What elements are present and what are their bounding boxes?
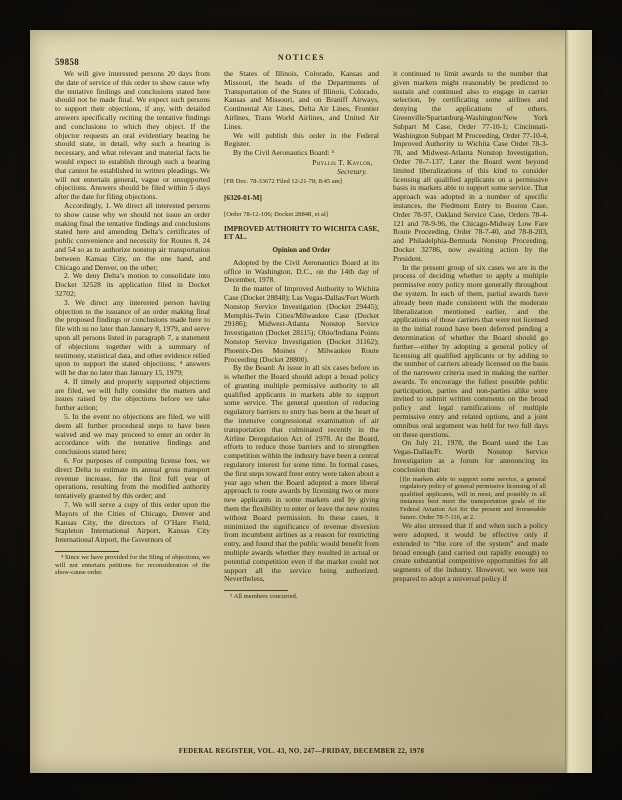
footnote-text: ⁴ Since we have provided for the filing of objections, we will not entertain petitions for reconsideration of the show-cause order. [55,554,210,577]
text-columns [55,70,548,728]
footnote [55,551,210,577]
signature-block [224,159,373,177]
page-content [55,52,548,757]
column-3 [393,70,548,728]
notice-title: IMPROVED AUTHORITY TO WICHITA CASE, ET AL. [224,224,379,242]
paragraph: By the Board: At issue in all six cases before us is whether the Board should adopt a broad policy of granting multiple permissive authority to all qualified applicants in markets able to support some service. The general question of reducing regulatory barriers to entry has been at the heart of the intensive congressional examination of air transportation that culminated recently in the Airline Deregulation Act of 1978. At the Board, efforts to reduce those barriers and to strengthen competition within the industry have been a central regulatory interest for some time. In formal cases, the first steps toward freer entry were taken about a year ago when the Board adopted a more liberal approach to route awards by licensing two or more new applicants in some markets and by giving them the flexibility to enter or leave the new routes without Board permission. In these cases, it minimized the significance of revenue diversion from incumbent airlines as a reason for restricting entry, and found that the public would benefit from multiple awards whether they resulted in actual or potential competition even if the market could not support all the service being authorized. Nevertheless, [224,363,379,584]
paragraph: the States of Illinois, Colorado, Kansas and Missouri, the heads of the Departments of Transportation of the States of Illinois, Colorado, Kansas and Missouri, and on Braniff Airways, Continental Air Lines, Delta Air Lines, Frontier Airlines, Trans World Airlines, and United Air Lines. [224,70,379,131]
paragraph: In the present group of six cases we are in the process of deciding whether to apply a multiple permissive entry policy more generally throughout the system. In each of them, partial awards have already been made consistent with the moderate liberalization mentioned earlier, and the applications of those carriers that were not licensed in the initial round have been deferred pending a determination of whether the Board should go further—either by adopting a general policy of licensing all qualified applicants or by adding to the number of carriers already licensed on the basis of the narrower criteria used in making the earlier awards. To encourage the fullest possible public participation, parties and non-parties alike were invited to submit written comments on the broad policy and legal ramifications of multiple permissive entry and related options, and a joint omnibus oral argument was held for two full days on these questions. [393,262,548,439]
page-stack-edge [565,30,592,773]
paragraph: 5. In the event no objections are filed, we will deem all further procedural steps to have been waived and we may proceed to enter an order in accordance with the tentative findings and conclusions stated here; [55,412,210,457]
footnote-text: ⁵ All members concurred. [230,593,298,601]
running-head: NOTICES [277,53,326,62]
footnote-rule [224,590,288,591]
paragraph: We also stressed that if and when such a policy were adopted, it would be effective only if extended to “the core of the system” and made broad enough (and carried out rapidly enough) to create substantial competitive opportunities for all segments of the industry. However, we were not prepared to adopt a universal policy if [393,521,548,583]
fr-doc-line: [FR Doc. 78-33672 Filed 12-21-78; 8:45 am] [224,177,342,185]
paragraph: 7. We will serve a copy of this order upon the Mayors of the Cities of Chicago, Denver and Kansas City, the directors of O’Hare Field, Stapleton International Airport, Kansas City International Airport, the Governors of [55,500,210,545]
billing-code: [6320-01-M] [224,194,262,203]
paragraph: We will give interested persons 20 days from the date of service of this order to show cause why the tentative findings and conclusions stated here should not be made final. We expect such persons to support their objections, if any, with detailed answers specifically reciting the tentative findings and conclusions to which they object. If the objector requests an oral evidentiary hearing he should state, in detail, why such a hearing is necessary, and what relevant and material facts he would expect to establish through such a hearing that cannot be established in written pleadings. We will not entertain general, vague or unsupported objections. Answers should be filed within 5 days after the date for filing objections. [55,70,210,202]
paragraph: 3. We direct any interested person having objection to the issuance of an order making final the proposed findings or conclusions made here to file with us no later than January 8, 1979, and serve upon all persons listed in paragraph 7, a statement of objections together with a summary of testimony, statistical data, and other evidence relied upon to support the stated objections; ⁴ answers will be due no later than January 15, 1979; [55,297,210,378]
footnote [224,590,379,601]
signature-title: Secretary. [337,166,367,176]
footnote-rule [55,551,119,552]
paragraph: Adopted by the Civil Aeronautics Board at its office in Washington, D.C., on the 14th day of December, 1978. [224,257,379,285]
paragraph: We will publish this order in the Federal Register. [224,130,379,149]
paragraph: By the Civil Aeronautics Board: ⁵ [233,148,335,158]
paragraph: it continued to limit awards to the number that given markets might reasonably be predicted to sustain and continued also to engage in carrier selection, by certificating some airlines and denying the applications of others. Greenville/Spartanburg-Washington/New York Subpart M Case, Order 77-10-1; Cincinnati-Washington Subpart M Proceeding, Order 77-10-4, Improved Authority to Wichita Case Order 78-3-78, and Midwest-Atlanta Nonstop Investigation, Order 78-7-137. Later the Board went beyond limited liberalizations of this kind to consider licensing all qualified applicants on a permissive basis in markets able to support some service. That approach was adopted in a number of specific instances, the Piedmont Entry to Boston Case, Order 78-97, Oakland Service Case, Orders 78-4-121 and 78-9-96, the Chicago-Midway Low Fare Route Proceeding, Order 78-7-40, and 78-8-203, and Philadelphia-Bermuda Nonstop Proceeding, Docket 32786, now awaiting action by the President. [393,70,548,263]
paragraph: Accordingly, 1. We direct all interested persons to show cause why we should not issue an order making final the tentative findings and conclusions stated here and amending Delta’s certificates of public convenience and necessity for Routes 8, 24 and 54 so as to authorize nonstop air transportation between Kansas City, on the one hand, and Chicago and Denver, on the other; [55,200,210,272]
paragraph: 2. We deny Delta’s motion to consolidate into Docket 32528 its application filed in Docket 32702; [55,271,210,298]
page-number: 59858 [55,57,79,67]
page-header [55,52,548,67]
paragraph: In the matter of Improved Authority to Wichita Case (Docket 28848); Las Vegas-Dallas/Fort Worth Nonstop Service Investigation (Docket 29445); Memphis-Twin Cities/Milwaukee Case (Docket 29186); Midwest-Atlanta Nonstop Service Investigation (Docket 28115); Ohio/Indiana Points Nonstop Service Investigation (Docket 31162); Phoenix-Des Moines / Milwaukee Route Proceeding (Docket 28800). [224,284,379,364]
signature-name: Phyllis T. Kaylor, [312,157,373,167]
blockquote: [I]n markets able to support some service, a general regulatory policy of general permissive licensing of all qualified applicants, will in most, and possibly in all instances best meet the transportation goals of the Federal Aviation Act for the present and foreseeable future. Order 78-7-116, at 2. [400,475,546,521]
paper-page [30,30,592,773]
order-docket-line: [Order 78-12-106; Docket 28848, et al] [224,210,329,218]
page-footer: FEDERAL REGISTER, VOL. 43, NO. 247—FRIDAY, DECEMBER 22, 1978 [178,748,425,755]
paragraph: 4. If timely and properly supported objections are filed, we will fully consider the matters and issues raised by the objections before we take further action; [55,376,210,413]
column-1 [55,70,210,728]
column-2 [224,70,379,728]
paragraph: 6. For purposes of computing license fees, we direct Delta to estimate its annual gross transport revenue increase, for the first full year of operations, resulting from the modified authority tentatively granted by this order; and [55,456,210,501]
paragraph: On July 21, 1978, the Board used the Las Vegas-Dallas/Ft. Worth Nonstop Service Investigation as a forum for announcing its conclusion that: [393,438,548,474]
section-heading: Opinion and Order [272,245,331,254]
